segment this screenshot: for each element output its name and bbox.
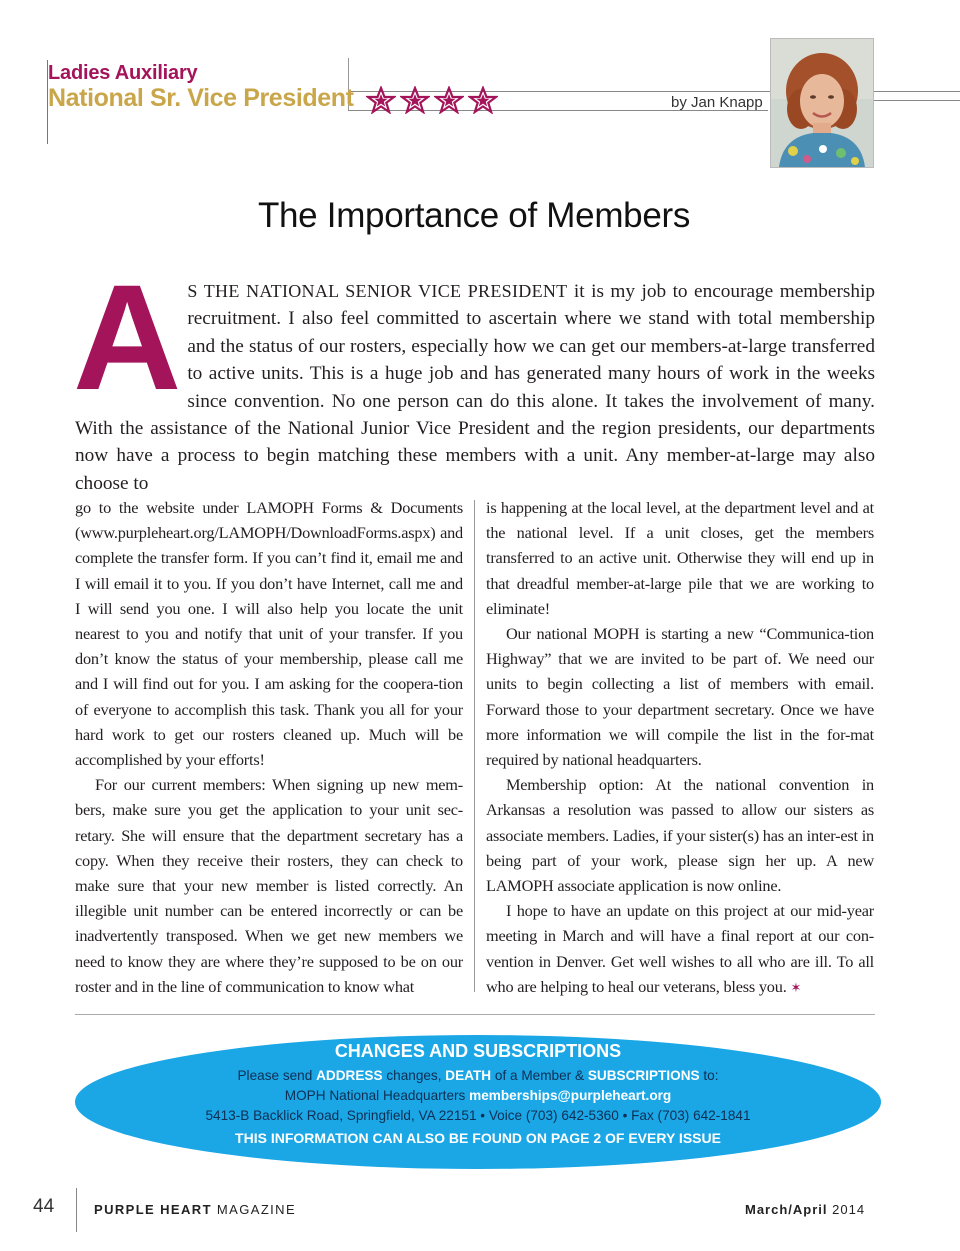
paragraph-text: I hope to have an update on this project at our mid-year meeting in March and will have a final report at our con-vention in Denver. Get well wishes to all who are ill. To all who are helping to heal our veterans, bless you. xyxy=(486,901,874,996)
text: changes, xyxy=(382,1068,446,1083)
text: to: xyxy=(699,1068,719,1083)
header-rule xyxy=(872,100,960,101)
end-mark-icon: ✶ xyxy=(790,979,802,995)
paragraph xyxy=(486,898,874,1000)
right-column xyxy=(486,495,874,1000)
issue-date xyxy=(745,1202,865,1217)
paragraph: go to the website under LAMOPH Forms & Documents (www.purpleheart.org/LAMOPH/DownloadForms.aspx) and complete the transfer form. If you can’t find it, email me and I will email it to you. If you don’t have Internet, call me and I will send you one. I will also help you locate the unit nearest to you and notify that unit of your transfer. If you don’t know the status of your membership, please call me and I will find out for you. I am asking for the coopera-tion of everyone to accomplish this task. Thank you all for your hard work to get our rosters cleaned up. Much will be accomplished by your efforts! xyxy=(75,498,463,770)
subscriptions-title: CHANGES AND SUBSCRIPTIONS xyxy=(334,1041,622,1061)
section-label: Ladies Auxiliary xyxy=(48,62,198,84)
paragraph: Membership option: At the national convention in Arkansas a resolution was passed to allow our sisters as associate members. Ladies, if your sister(s) has an inter-est in being part of your work, please sign her up. A new LAMOPH associate application is now online. xyxy=(486,775,874,896)
email-link[interactable]: memberships@purpleheart.org xyxy=(469,1088,672,1103)
author-photo xyxy=(770,38,874,168)
paragraph: Our national MOPH is starting a new “Communica-tion Highway” that we are invited to be part of. We need our units to begin collecting a list of members with email. Forward those to your department secretary. Once we have more information we will compile the list in the for-mat required by national headquarters. xyxy=(486,624,874,770)
star-icon xyxy=(468,86,502,114)
byline: by Jan Knapp xyxy=(671,94,763,111)
subscriptions-contact xyxy=(75,1088,881,1103)
text: MAGAZINE xyxy=(211,1202,297,1217)
left-column xyxy=(75,495,463,999)
intro-text: it is my job to encourage membership recruitment. I also feel committed to ascertain where we stand with total membership and the status of our rosters, especially how we can get our members-at-large transferred to active units. This is a huge job and has generated many hours of work in the weeks since convention. No one person can do this alone. It takes the involvement of many. With the assistance of the National Junior Vice President and the region presidents, our departments now have a process to begin matching these members with a unit. Any member-at-large may also choose to xyxy=(75,281,876,494)
drop-cap: A xyxy=(73,253,182,421)
page-number: 44 xyxy=(33,1196,55,1217)
publication-name xyxy=(94,1202,296,1217)
rank-stars xyxy=(366,86,502,119)
text: Please send xyxy=(237,1068,317,1083)
star-icon xyxy=(434,86,468,114)
subscriptions-box xyxy=(75,1035,881,1169)
highlight-text: SUBSCRIPTIONS xyxy=(587,1068,700,1083)
footer-divider xyxy=(76,1188,77,1232)
text: MOPH National Headquarters xyxy=(284,1088,470,1103)
column-divider xyxy=(474,500,475,992)
subscriptions-address: 5413-B Backlick Road, Springfield, VA 22151 • Voice (703) 642-5360 • Fax (703) 642-1841 xyxy=(205,1108,751,1123)
highlight-text: DEATH xyxy=(445,1068,492,1083)
paragraph: For our current members: When signing up new mem-bers, make sure you get the application to your unit sec-retary. She will ensure that the department secretary has a copy. When they receive their rosters, they can check to make sure that your new member is listed correctly. An illegible unit number can be entered incorrectly or can be inadvertently transposed. When we get new members we need to know they are where they’re supposed to be on our roster and in the line of communication to know what xyxy=(75,775,463,996)
text: PURPLE HEART xyxy=(94,1202,212,1217)
text: 2014 xyxy=(827,1202,866,1217)
text: March/April xyxy=(745,1202,828,1217)
subscriptions-note: THIS INFORMATION CAN ALSO BE FOUND ON PAGE 2 OF EVERY ISSUE xyxy=(235,1130,721,1146)
article-intro xyxy=(73,253,876,497)
article-end-rule xyxy=(75,1014,875,1015)
section-title: National Sr. Vice President xyxy=(48,84,354,112)
article-title: The Importance of Members xyxy=(257,196,691,235)
highlight-text: ADDRESS xyxy=(316,1068,383,1083)
star-icon xyxy=(400,86,434,114)
subscriptions-instructions xyxy=(75,1068,881,1083)
text: of a Member & xyxy=(491,1068,588,1083)
paragraph: is happening at the local level, at the department level and at the national level. If a unit closes, get the members transferred to an active unit. Otherwise they will end up in that dreadful member-at-large pile that we are working to eliminate! xyxy=(486,498,874,618)
lead-in: S THE NATIONAL SENIOR VICE PRESIDENT xyxy=(187,281,568,301)
star-icon xyxy=(366,86,400,114)
